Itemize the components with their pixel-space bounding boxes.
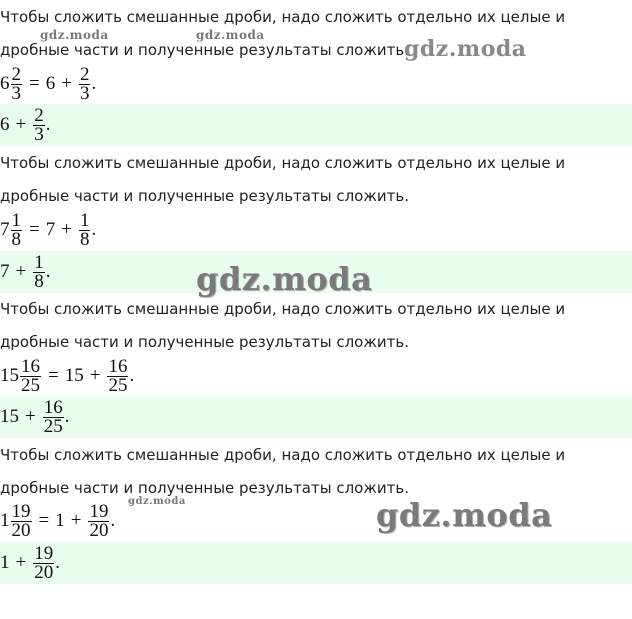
numerator: 16 bbox=[21, 355, 40, 377]
fraction bbox=[11, 63, 23, 104]
period: . bbox=[110, 510, 116, 531]
numerator: 16 bbox=[108, 355, 128, 377]
numerator: 1 bbox=[79, 209, 90, 231]
plus: + bbox=[61, 73, 72, 94]
block-0-equation bbox=[0, 64, 96, 104]
block-1-equation bbox=[0, 210, 96, 250]
block-2-equation bbox=[0, 356, 134, 396]
fraction bbox=[11, 209, 23, 250]
fraction bbox=[79, 209, 91, 250]
numerator: 19 bbox=[11, 500, 31, 522]
numerator: 1 bbox=[11, 209, 21, 231]
equals: = bbox=[38, 510, 50, 531]
period: . bbox=[91, 219, 97, 240]
denominator: 8 bbox=[34, 270, 44, 292]
period: . bbox=[55, 552, 60, 573]
whole: 6 bbox=[0, 73, 10, 94]
equals: = bbox=[29, 219, 40, 240]
plus: + bbox=[15, 552, 27, 573]
watermark-big-1: gdz.moda bbox=[196, 260, 373, 298]
whole: 15 bbox=[64, 365, 84, 386]
whole: 15 bbox=[0, 406, 19, 427]
watermark-small-2: gdz.moda bbox=[196, 28, 265, 42]
block-0-text-line1: Чтобы сложить смешанные дроби, надо сложить отдельно их целые и bbox=[0, 8, 566, 26]
watermark-big-2: gdz.moda bbox=[376, 496, 553, 534]
whole: 1 bbox=[55, 510, 65, 531]
block-3-text-line2: дробные части и полученные результаты сложить. bbox=[0, 479, 409, 497]
fraction bbox=[33, 104, 45, 145]
fraction bbox=[107, 355, 128, 396]
block-3-text-line1: Чтобы сложить смешанные дроби, надо сложить отдельно их целые и bbox=[0, 446, 566, 464]
numerator: 2 bbox=[79, 63, 90, 85]
watermark-small-1: gdz.moda bbox=[40, 28, 109, 42]
block-2-text-line2: дробные части и полученные результаты сложить. bbox=[0, 333, 409, 351]
numerator: 1 bbox=[34, 251, 44, 273]
block-2-answer bbox=[0, 397, 69, 437]
fraction bbox=[33, 542, 54, 583]
block-0-answer-band bbox=[0, 104, 632, 146]
denominator: 8 bbox=[79, 228, 90, 250]
fraction bbox=[11, 500, 32, 541]
whole: 7 bbox=[0, 261, 10, 282]
denominator: 3 bbox=[34, 123, 44, 145]
denominator: 25 bbox=[21, 374, 40, 396]
period: . bbox=[91, 73, 97, 94]
denominator: 3 bbox=[11, 82, 21, 104]
block-3-equation bbox=[0, 501, 115, 541]
block-0-text-line2: дробные части и полученные результаты сложить. bbox=[0, 41, 409, 59]
whole: 1 bbox=[0, 552, 10, 573]
numerator: 19 bbox=[34, 542, 54, 564]
fraction bbox=[43, 396, 64, 437]
block-2-answer-band bbox=[0, 396, 632, 438]
whole: 15 bbox=[0, 365, 19, 386]
whole: 7 bbox=[45, 219, 56, 240]
plus: + bbox=[15, 114, 27, 135]
plus: + bbox=[15, 261, 27, 282]
period: . bbox=[129, 365, 135, 386]
block-1-text-line1: Чтобы сложить смешанные дроби, надо сложить отдельно их целые и bbox=[0, 154, 566, 172]
plus: + bbox=[25, 406, 36, 427]
block-3-answer bbox=[0, 543, 60, 583]
watermark-mid: gdz.moda bbox=[404, 36, 527, 62]
numerator: 2 bbox=[11, 63, 21, 85]
denominator: 25 bbox=[108, 374, 128, 396]
plus: + bbox=[70, 510, 82, 531]
numerator: 19 bbox=[89, 500, 109, 522]
numerator: 16 bbox=[43, 396, 63, 418]
denominator: 20 bbox=[89, 519, 109, 541]
block-1-text-line2: дробные части и полученные результаты сложить. bbox=[0, 187, 409, 205]
plus: + bbox=[61, 219, 72, 240]
equals: = bbox=[48, 365, 59, 386]
denominator: 20 bbox=[11, 519, 31, 541]
whole: 6 bbox=[45, 73, 56, 94]
denominator: 8 bbox=[11, 228, 21, 250]
equals: = bbox=[29, 73, 40, 94]
plus: + bbox=[89, 365, 101, 386]
period: . bbox=[45, 261, 51, 282]
fraction bbox=[33, 251, 45, 292]
period: . bbox=[45, 114, 51, 135]
period: . bbox=[64, 406, 70, 427]
whole: 1 bbox=[0, 510, 10, 531]
block-0-answer bbox=[0, 105, 50, 145]
denominator: 25 bbox=[43, 415, 63, 437]
fraction bbox=[88, 500, 109, 541]
numerator: 2 bbox=[34, 104, 44, 126]
whole: 6 bbox=[0, 114, 10, 135]
denominator: 20 bbox=[34, 561, 54, 583]
fraction bbox=[79, 63, 91, 104]
fraction bbox=[20, 355, 41, 396]
whole: 7 bbox=[0, 219, 10, 240]
denominator: 3 bbox=[79, 82, 90, 104]
watermark-small-3: gdz.moda bbox=[128, 496, 186, 507]
block-3-answer-band bbox=[0, 542, 632, 584]
block-2-text-line1: Чтобы сложить смешанные дроби, надо сложить отдельно их целые и bbox=[0, 300, 566, 318]
block-1-answer bbox=[0, 252, 50, 292]
